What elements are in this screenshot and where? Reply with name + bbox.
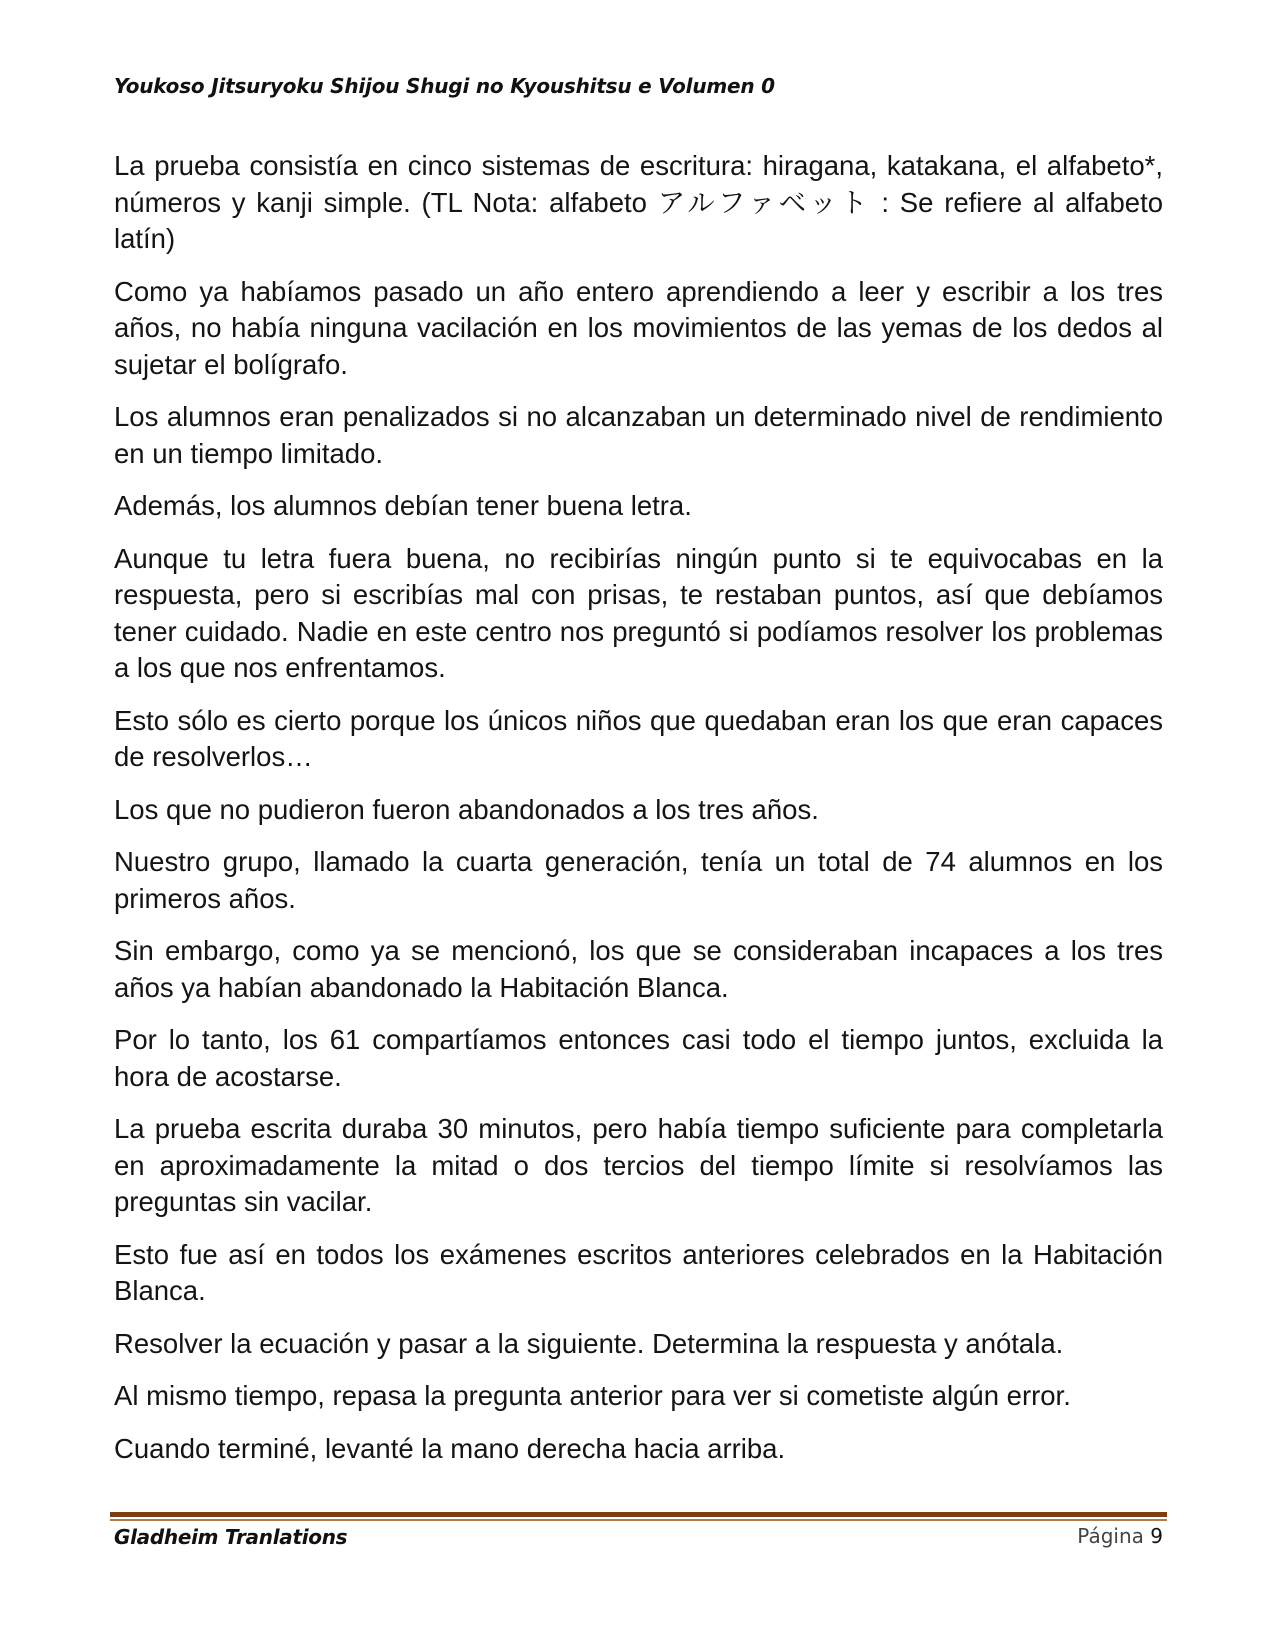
paragraph: Sin embargo, como ya se mencionó, los que se consideraban incapaces a los tres años ya habían abandonado la Habitación Blanca.: [114, 935, 1163, 1003]
paragraph: Como ya habíamos pasado un año entero aprendiendo a leer y escribir a los tres años, no había ninguna vacilación en los movimientos de las yemas de los dedos al sujetar el bolígrafo.: [114, 275, 1163, 380]
paragraph: Cuando terminé, levanté la mano derecha hacia arriba.: [114, 1432, 786, 1464]
paragraph: Nuestro grupo, llamado la cuarta generación, tenía un total de 74 alumnos en los primeros años.: [114, 846, 1163, 914]
page-number-block: [1077, 1524, 1163, 1548]
footer-divider: [110, 1512, 1167, 1521]
paragraph: Esto sólo es cierto porque los únicos niños que quedaban eran los que eran capaces de resolverlos…: [114, 704, 1163, 772]
page-number: 9: [1150, 1524, 1163, 1548]
paragraph: Los que no pudieron fueron abandonados a los tres años.: [114, 793, 819, 825]
paragraph: Al mismo tiempo, repasa la pregunta anterior para ver si cometiste algún error.: [114, 1380, 1071, 1411]
paragraph: Esto fue así en todos los exámenes escritos anteriores celebrados en la Habitación Blanca.: [114, 1238, 1163, 1306]
footer-divider-thin-line: [110, 1519, 1167, 1521]
paragraph: Los alumnos eran penalizados si no alcanzaban un determinado nivel de rendimiento en un tiempo limitado.: [114, 401, 1163, 469]
footer-credit: Gladheim Tranlations: [114, 1525, 348, 1549]
body-text: [114, 148, 1163, 1483]
paragraph: Aunque tu letra fuera buena, no recibirías ningún punto si te equivocabas en la respuesta, pero si escribías mal con prisas, te restaban puntos, así que debíamos tener cuidado. Nadie en este centro nos preguntó si podíamos resolver los problemas a los que nos enfrentamos.: [114, 542, 1163, 683]
running-header: Youkoso Jitsuryoku Shijou Shugi no Kyoushitsu e Volumen 0: [114, 74, 775, 98]
paragraph: Por lo tanto, los 61 compartíamos entonces casi todo el tiempo juntos, excluida la hora de acostarse.: [114, 1024, 1163, 1092]
paragraph: Además, los alumnos debían tener buena letra.: [114, 490, 692, 521]
paragraph: La prueba escrita duraba 30 minutos, pero había tiempo suficiente para completarla en aproximadamente la mitad o dos tercios del tiempo límite si resolvíamos las preguntas sin vacilar.: [114, 1113, 1163, 1217]
paragraph: Resolver la ecuación y pasar a la siguiente. Determina la respuesta y anótala.: [114, 1327, 1064, 1359]
paragraph: La prueba consistía en cinco sistemas de escritura: hiragana, katakana, el alfabeto*, números y kanji simple. (TL Nota: alfabeto アルファベット : Se refiere al alfabeto latín): [114, 150, 1163, 254]
page-label: Página: [1077, 1524, 1144, 1548]
